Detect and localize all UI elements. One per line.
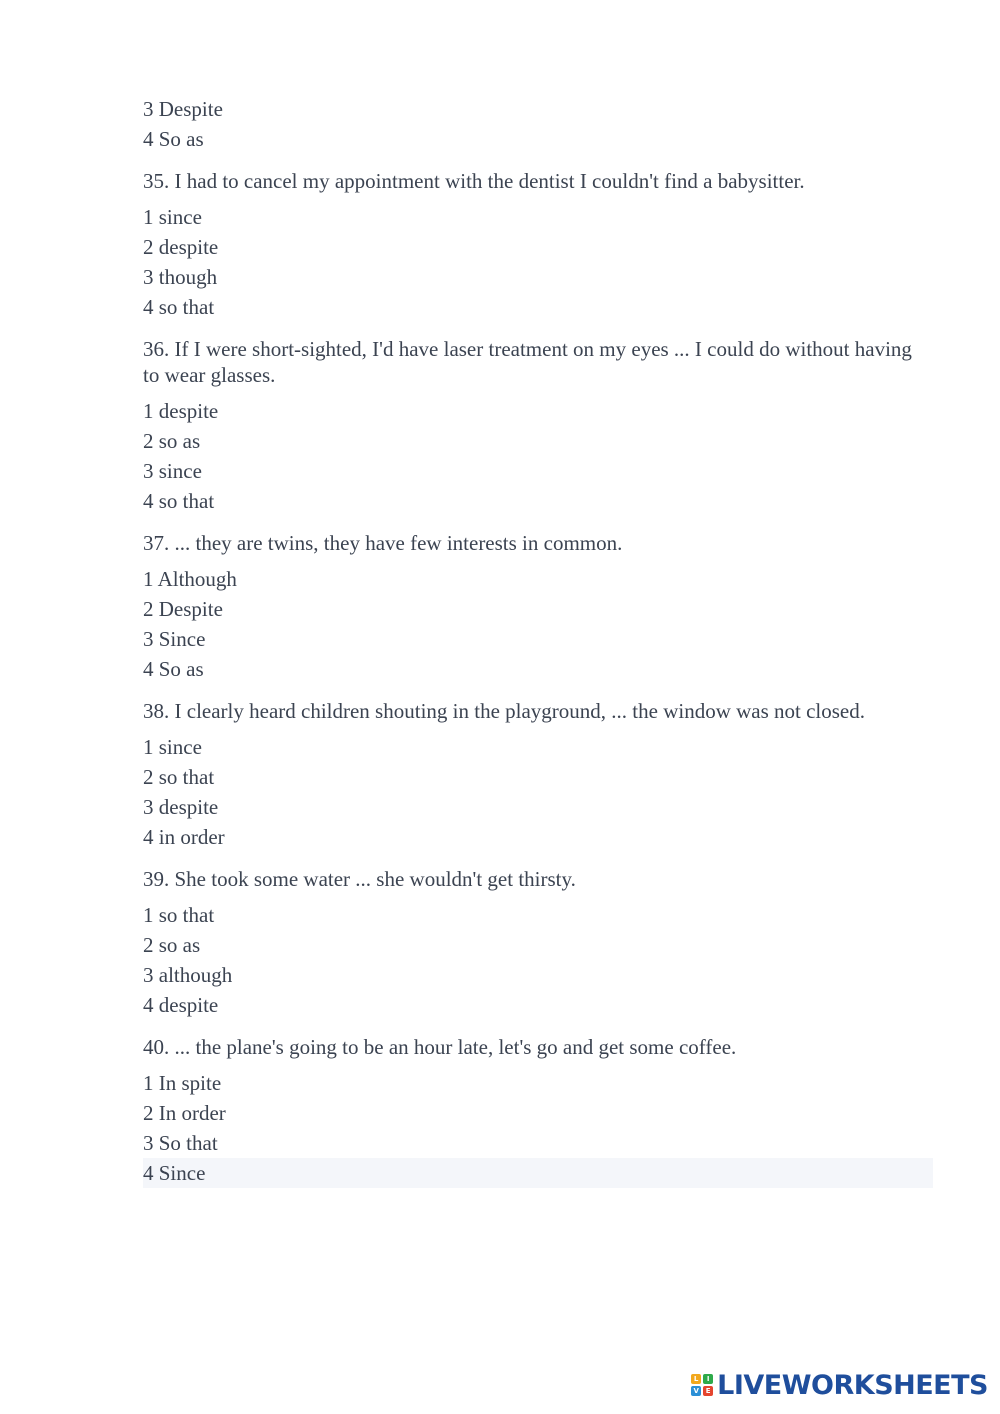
liveworksheets-logo [691, 1368, 988, 1402]
option-line: 1 Although [143, 567, 237, 591]
logo-tile-icon: E [703, 1386, 713, 1396]
logo-text: LIVEWORKSHEETS [717, 1369, 988, 1401]
option-line: 4 So as [143, 127, 204, 151]
option-line: 4 so that [143, 295, 215, 319]
option-line: 2 Despite [143, 597, 223, 621]
option-line: 4 so that [143, 489, 215, 513]
option-line: 4 So as [143, 657, 204, 681]
option-line: 1 since [143, 205, 202, 229]
option-line: 2 despite [143, 235, 219, 259]
question-35: 35. I had to cancel my appointment with the dentist I couldn't find a babysitter. [143, 169, 805, 193]
logo-tile-icon: I [703, 1374, 713, 1384]
option-line: 3 Since [143, 627, 206, 651]
option-line: 2 so that [143, 765, 215, 789]
option-line-highlighted: 4 Since [143, 1158, 933, 1188]
question-39: 39. She took some water ... she wouldn't get thirsty. [143, 867, 576, 891]
option-line: 3 despite [143, 795, 219, 819]
question-36: 36. If I were short-sighted, I'd have laser treatment on my eyes ... I could do without having to wear glasses. [143, 337, 912, 387]
option-line: 2 so as [143, 933, 201, 957]
option-line: 4 despite [143, 993, 219, 1017]
option-line: 1 despite [143, 399, 219, 423]
question-38: 38. I clearly heard children shouting in the playground, ... the window was not closed. [143, 699, 865, 723]
option-line: 3 since [143, 459, 202, 483]
option-line: 2 so as [143, 429, 201, 453]
option-line: 3 although [143, 963, 233, 987]
question-40: 40. ... the plane's going to be an hour late, let's go and get some coffee. [143, 1035, 737, 1059]
option-line: 2 In order [143, 1101, 226, 1125]
question-37: 37. ... they are twins, they have few interests in common. [143, 531, 623, 555]
logo-tile-icon: L [691, 1374, 701, 1384]
option-line: 1 since [143, 735, 202, 759]
logo-tile-icon: V [691, 1386, 701, 1396]
option-line: 1 so that [143, 903, 215, 927]
option-line: 4 in order [143, 825, 225, 849]
worksheet-page [143, 94, 933, 1188]
option-line: 3 Despite [143, 97, 223, 121]
option-line: 3 So that [143, 1131, 218, 1155]
option-line: 1 In spite [143, 1071, 222, 1095]
logo-icon [691, 1374, 713, 1396]
option-line: 3 though [143, 265, 218, 289]
previous-question-options [143, 94, 933, 154]
